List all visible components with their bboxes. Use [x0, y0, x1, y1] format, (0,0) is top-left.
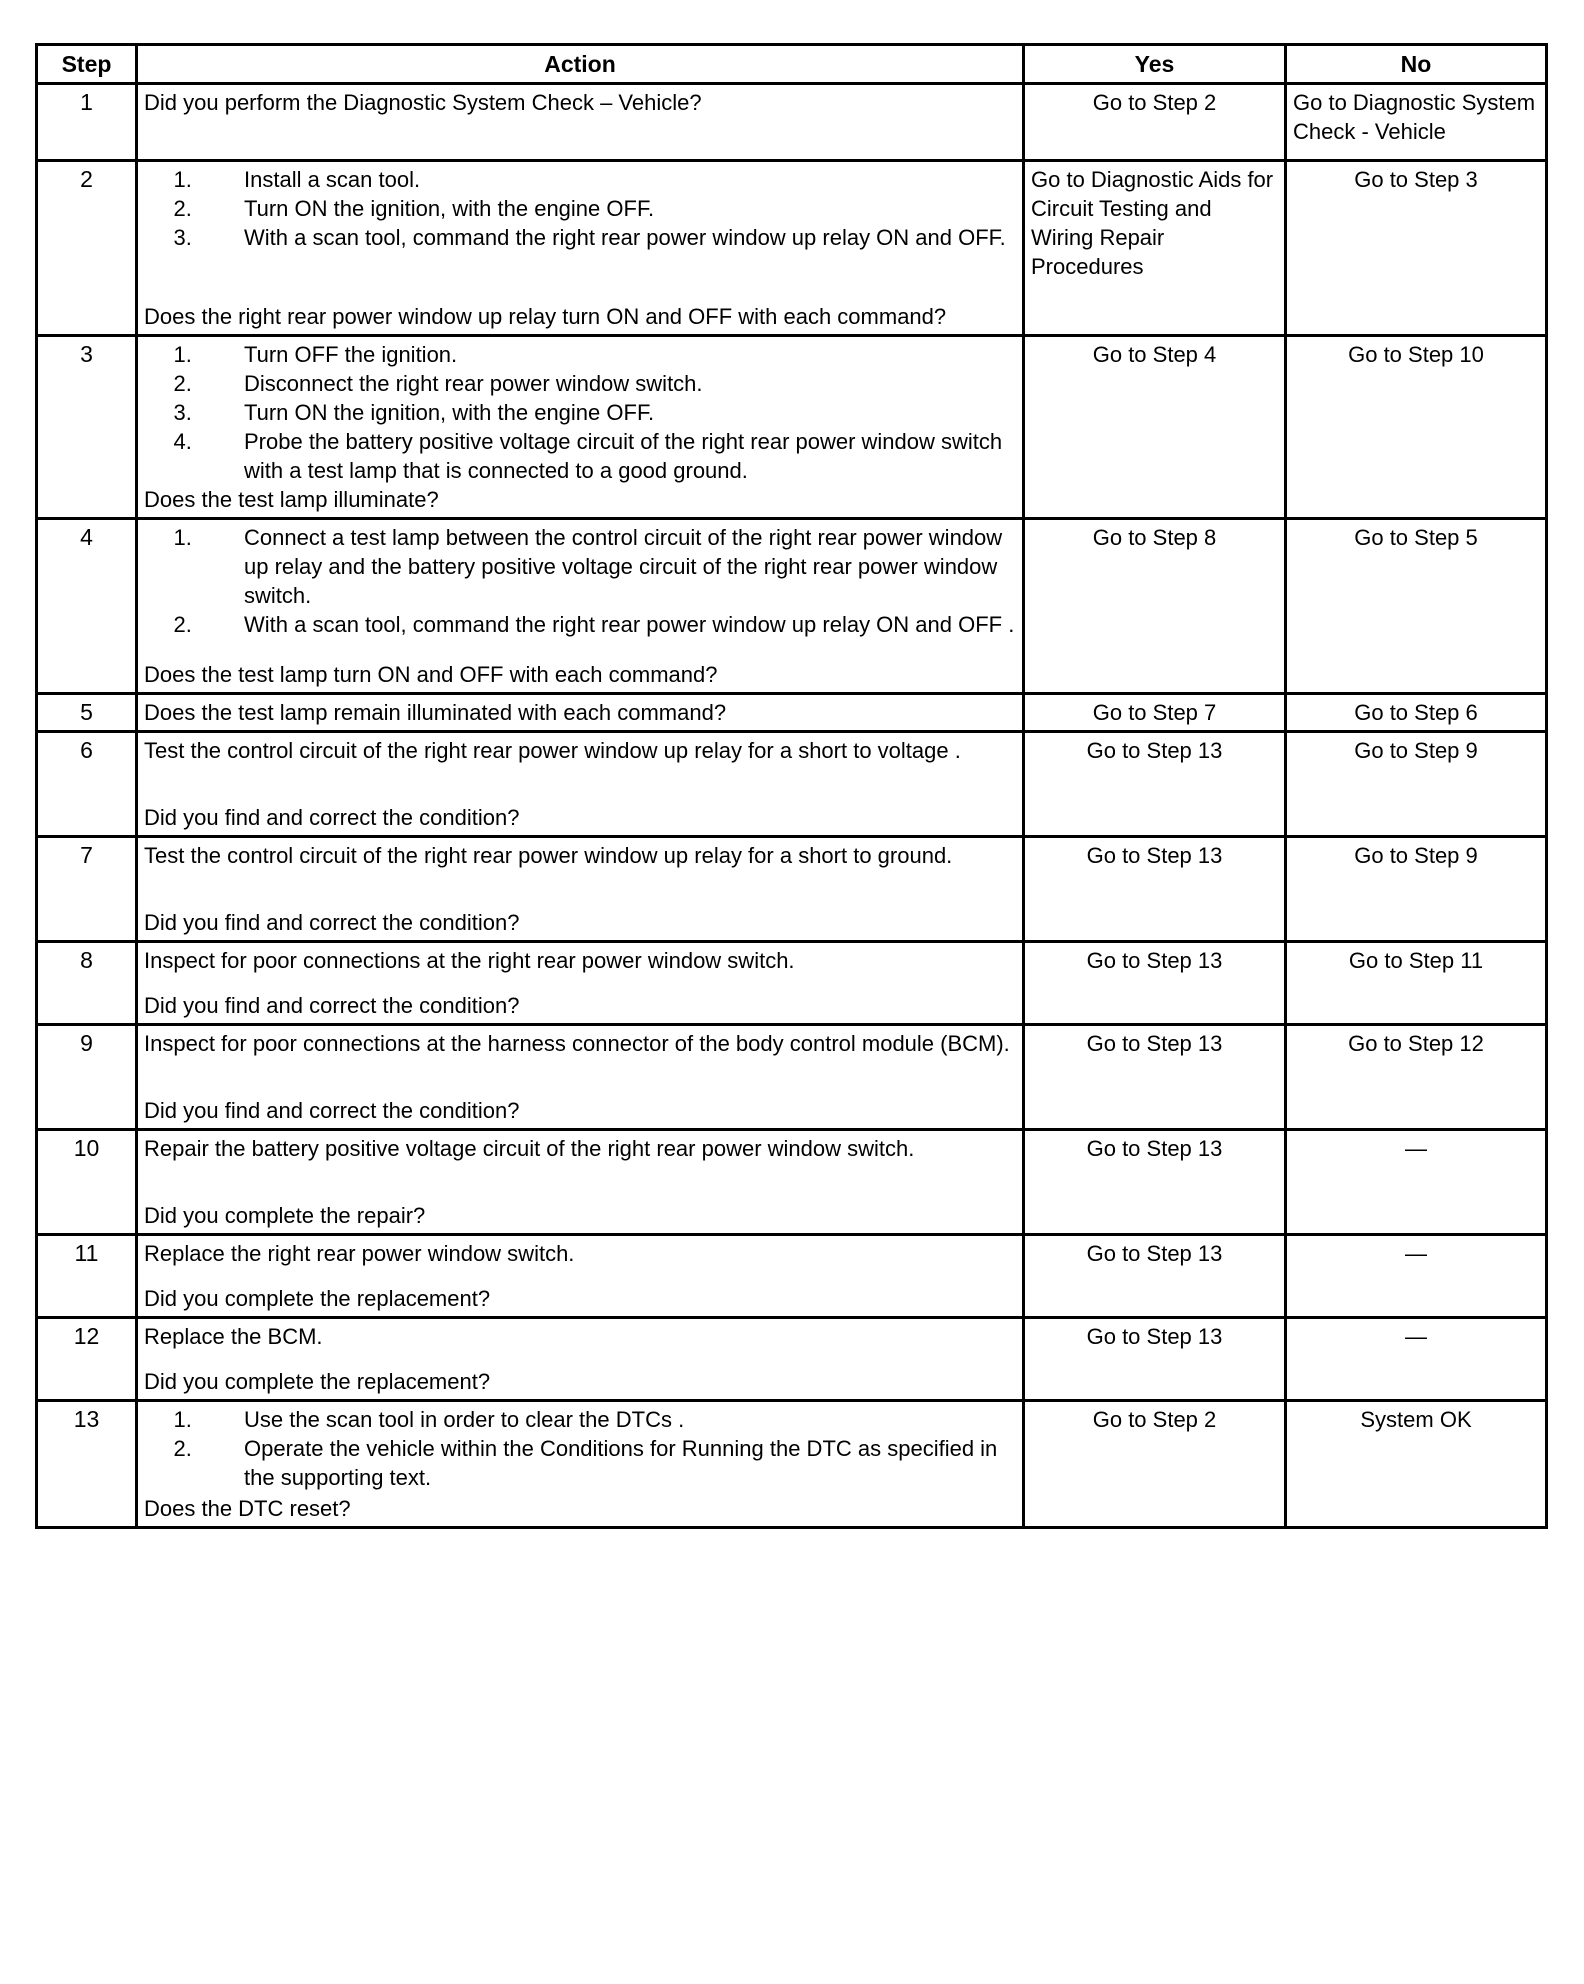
substep-item: 3. With a scan tool, command the right rear power window up relay ON and OFF. — [198, 223, 1016, 252]
action-substeps — [144, 1405, 1016, 1492]
action-cell — [137, 694, 1024, 732]
table-row — [37, 1130, 1547, 1235]
yes-answer: Go to Diagnostic Aids for Circuit Testing and Wiring Repair Procedures — [1024, 161, 1286, 336]
step-number: 7 — [37, 837, 137, 942]
action-question: Did you find and correct the condition? — [144, 805, 520, 830]
no-answer: Go to Step 9 — [1286, 732, 1547, 837]
no-answer: Go to Step 9 — [1286, 837, 1547, 942]
step-number: 9 — [37, 1025, 137, 1130]
no-answer: Go to Step 12 — [1286, 1025, 1547, 1130]
header-yes: Yes — [1024, 45, 1286, 84]
step-number: 5 — [37, 694, 137, 732]
action-cell — [137, 837, 1024, 942]
no-answer: Go to Step 11 — [1286, 942, 1547, 1025]
yes-answer: Go to Step 2 — [1024, 84, 1286, 161]
action-cell — [137, 1025, 1024, 1130]
action-question: Does the test lamp remain illuminated with each command? — [144, 700, 727, 725]
action-cell — [137, 519, 1024, 694]
action-substeps — [144, 340, 1016, 485]
table-row — [37, 1318, 1547, 1401]
step-number: 8 — [37, 942, 137, 1025]
action-question: Did you perform the Diagnostic System Check – Vehicle? — [144, 90, 702, 115]
action-instruction: Test the control circuit of the right rear power window up relay for a short to voltage . — [144, 738, 961, 763]
header-no: No — [1286, 45, 1547, 84]
action-cell — [137, 336, 1024, 519]
yes-answer: Go to Step 13 — [1024, 1130, 1286, 1235]
action-question: Does the DTC reset? — [144, 1496, 351, 1521]
action-cell — [137, 732, 1024, 837]
substep-item: 1. Connect a test lamp between the control circuit of the right rear power window up relay and the battery positive voltage circuit of the right rear power window switch. — [198, 523, 1016, 610]
substep-item: 2. Disconnect the right rear power window switch. — [198, 369, 1016, 398]
substep-item: 1. Turn OFF the ignition. — [198, 340, 1016, 369]
step-number: 1 — [37, 84, 137, 161]
action-instruction: Replace the BCM. — [144, 1324, 323, 1349]
action-question: Did you complete the repair? — [144, 1203, 426, 1228]
yes-answer: Go to Step 8 — [1024, 519, 1286, 694]
action-instruction: Test the control circuit of the right rear power window up relay for a short to ground. — [144, 843, 953, 868]
diagnostic-table — [35, 43, 1548, 1529]
action-instruction: Repair the battery positive voltage circuit of the right rear power window switch. — [144, 1136, 915, 1161]
yes-answer: Go to Step 13 — [1024, 837, 1286, 942]
table-row — [37, 732, 1547, 837]
action-question: Did you complete the replacement? — [144, 1369, 491, 1394]
action-question: Does the test lamp illuminate? — [144, 487, 439, 512]
action-question: Did you find and correct the condition? — [144, 1098, 520, 1123]
action-cell — [137, 1130, 1024, 1235]
action-cell — [137, 1235, 1024, 1318]
table-row — [37, 336, 1547, 519]
yes-answer: Go to Step 13 — [1024, 732, 1286, 837]
table-row — [37, 1401, 1547, 1528]
yes-answer: Go to Step 13 — [1024, 1235, 1286, 1318]
substep-item: 3. Turn ON the ignition, with the engine OFF. — [198, 398, 1016, 427]
step-number: 6 — [37, 732, 137, 837]
step-number: 2 — [37, 161, 137, 336]
yes-answer: Go to Step 7 — [1024, 694, 1286, 732]
table-body — [37, 84, 1547, 1528]
step-number: 11 — [37, 1235, 137, 1318]
action-cell — [137, 942, 1024, 1025]
table-row — [37, 694, 1547, 732]
substep-item: 4. Probe the battery positive voltage circuit of the right rear power window switch with a test lamp that is connected to a good ground. — [198, 427, 1016, 485]
action-cell — [137, 161, 1024, 336]
substep-item: 1. Install a scan tool. — [198, 165, 1016, 194]
action-question: Does the test lamp turn ON and OFF with each command? — [144, 662, 718, 687]
substep-item: 2. With a scan tool, command the right rear power window up relay ON and OFF . — [198, 610, 1016, 639]
action-cell — [137, 1318, 1024, 1401]
substep-item: 2. Turn ON the ignition, with the engine OFF. — [198, 194, 1016, 223]
table-row — [37, 837, 1547, 942]
action-question: Did you find and correct the condition? — [144, 993, 520, 1018]
step-number: 12 — [37, 1318, 137, 1401]
no-answer: Go to Step 3 — [1286, 161, 1547, 336]
header-row — [37, 45, 1547, 84]
step-number: 4 — [37, 519, 137, 694]
no-answer: Go to Diagnostic System Check - Vehicle — [1286, 84, 1547, 161]
substep-item: 2. Operate the vehicle within the Conditions for Running the DTC as specified in the supporting text. — [198, 1434, 1016, 1492]
yes-answer: Go to Step 13 — [1024, 1318, 1286, 1401]
no-answer: Go to Step 6 — [1286, 694, 1547, 732]
action-instruction: Inspect for poor connections at the right rear power window switch. — [144, 948, 795, 973]
substep-item: 1. Use the scan tool in order to clear the DTCs . — [198, 1405, 1016, 1434]
action-instruction: Inspect for poor connections at the harness connector of the body control module (BCM). — [144, 1031, 1010, 1056]
step-number: 3 — [37, 336, 137, 519]
action-question: Does the right rear power window up relay turn ON and OFF with each command? — [144, 304, 947, 329]
table-row — [37, 1235, 1547, 1318]
step-number: 10 — [37, 1130, 137, 1235]
no-answer: — — [1286, 1318, 1547, 1401]
yes-answer: Go to Step 2 — [1024, 1401, 1286, 1528]
action-question: Did you complete the replacement? — [144, 1286, 491, 1311]
no-answer: Go to Step 5 — [1286, 519, 1547, 694]
table-row — [37, 161, 1547, 336]
no-answer: — — [1286, 1235, 1547, 1318]
yes-answer: Go to Step 4 — [1024, 336, 1286, 519]
action-question: Did you find and correct the condition? — [144, 910, 520, 935]
step-number: 13 — [37, 1401, 137, 1528]
table-row — [37, 519, 1547, 694]
table-row — [37, 1025, 1547, 1130]
action-cell — [137, 84, 1024, 161]
no-answer: System OK — [1286, 1401, 1547, 1528]
yes-answer: Go to Step 13 — [1024, 1025, 1286, 1130]
header-action: Action — [137, 45, 1024, 84]
action-instruction: Replace the right rear power window switch. — [144, 1241, 575, 1266]
table-row — [37, 84, 1547, 161]
table-row — [37, 942, 1547, 1025]
header-step: Step — [37, 45, 137, 84]
no-answer: Go to Step 10 — [1286, 336, 1547, 519]
action-substeps — [144, 165, 1016, 252]
yes-answer: Go to Step 13 — [1024, 942, 1286, 1025]
action-cell — [137, 1401, 1024, 1528]
action-substeps — [144, 523, 1016, 639]
no-answer: — — [1286, 1130, 1547, 1235]
